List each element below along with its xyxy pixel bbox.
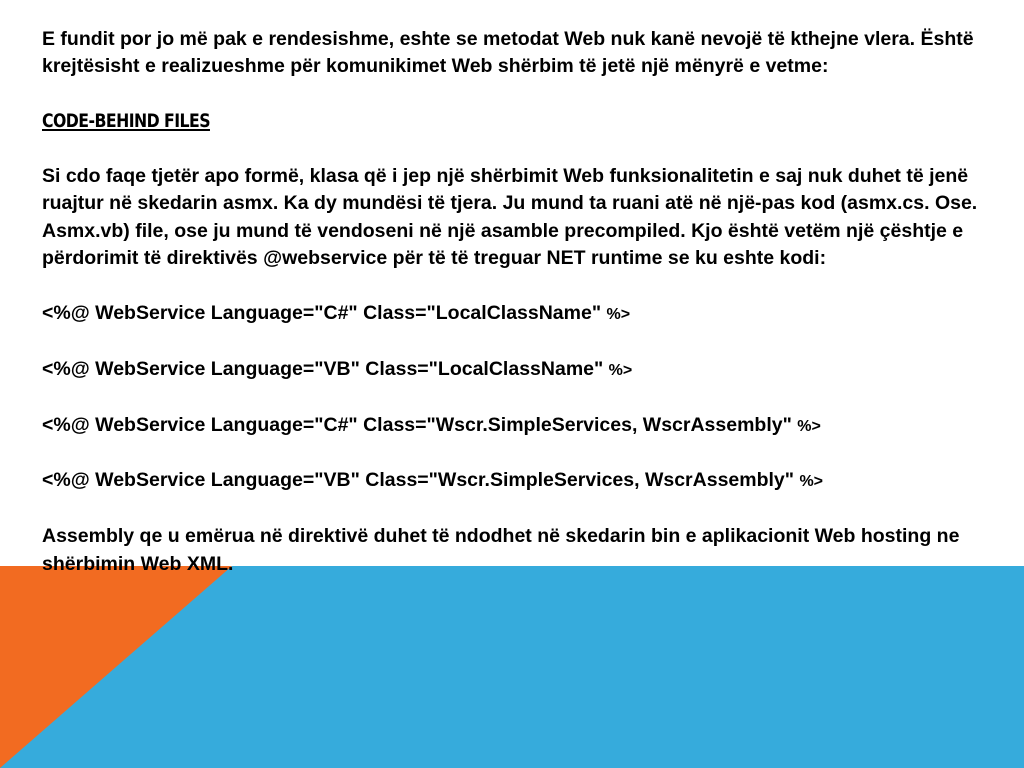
intro-paragraph: E fundit por jo më pak e rendesishme, eshte se metodat Web nuk kanë nevojë të kthejne vlera. Është krejtësisht e realizueshme për komunikimet Web shërbim të jetë një mënyrë e vetme: [42, 28, 974, 78]
spacer [42, 273, 992, 300]
spacer [42, 496, 992, 523]
slide-content [42, 26, 992, 578]
body-paragraph: Si cdo faqe tjetër apo formë, klasa që i jep një shërbimit Web funksionalitetin e saj nuk duhet të jenë ruajtur në skedarin asmx. Ka dy mundësi të tjera. Ju mund ta ruani atë në një-pas kod (asmx.cs. Ose. Asmx.vb) file, ose ju mund të vendoseni në një asamble precompiled. Kjo është vetëm një çështje e përdorimit të direktivës @webservice për të të treguar NET runtime se ku eshte kodi: [42, 165, 978, 270]
spacer [42, 328, 992, 355]
spacer [42, 81, 992, 108]
code-line-2: <%@ WebService Language="VB" Class="LocalClassName" %> [42, 357, 633, 380]
code-line-1: <%@ WebService Language="C#" Class="LocalClassName" %> [42, 302, 631, 325]
spacer [42, 136, 992, 163]
code-line-3: <%@ WebService Language="C#" Class="Wscr.SimpleServices, WscrAssembly" %> [42, 413, 821, 436]
code-line-4: <%@ WebService Language="VB" Class="Wscr.SimpleServices, WscrAssembly" %> [42, 469, 824, 492]
spacer [42, 384, 992, 411]
section-heading: CODE-BEHIND FILES [42, 110, 210, 133]
closing-paragraph: Assembly qe u emërua në direktivë duhet të ndodhet në skedarin bin e aplikacionit Web hosting ne shërbimin Web XML. [42, 525, 960, 575]
spacer [42, 440, 992, 467]
